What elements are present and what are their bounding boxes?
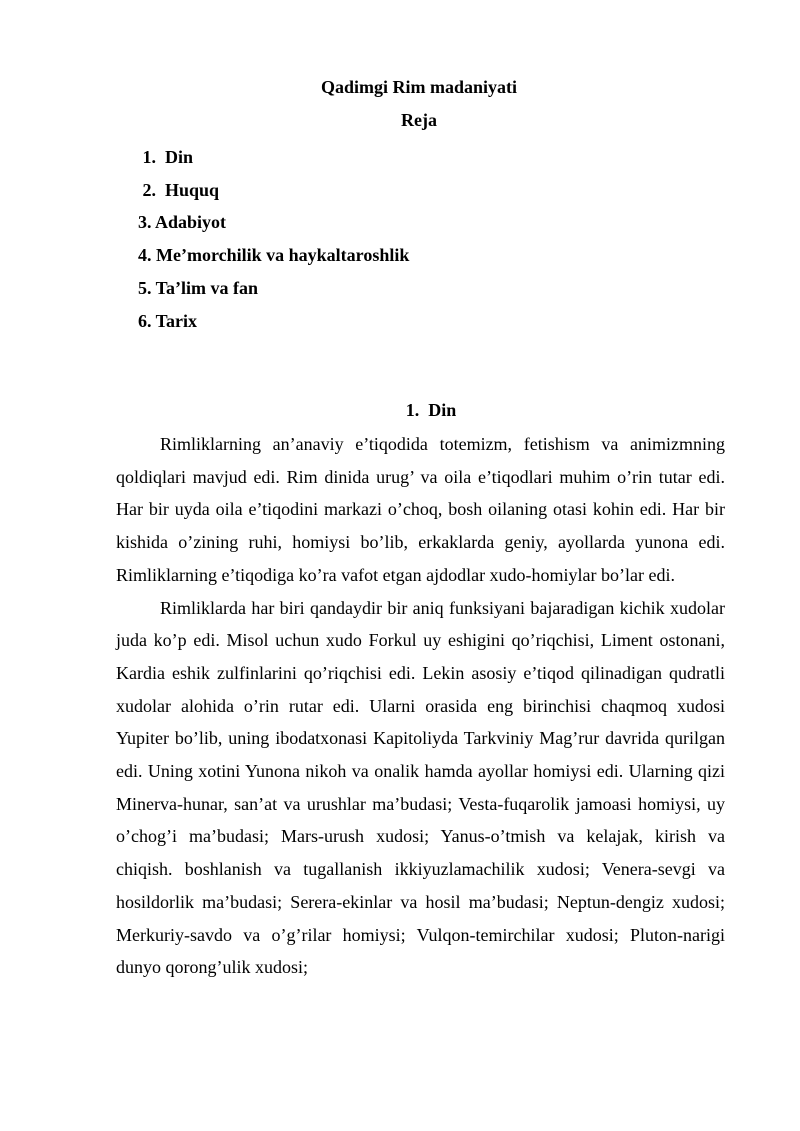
plan-item: 6. Tarix — [138, 310, 198, 331]
section-body — [116, 428, 725, 984]
plan-item: 3. Adabiyot — [138, 212, 227, 233]
plan-item: 2. Huquq — [138, 179, 220, 200]
plan-item: 4. Me’morchilik va haykaltaroshlik — [138, 245, 410, 266]
plan-item: 5. Ta’lim va fan — [138, 277, 259, 298]
paragraph: Rimliklarda har biri qandaydir bir aniq funksiyani bajaradigan kichik xudolar juda ko’p edi. Misol uchun xudo Forkul uy eshigini qo’riqchisi, Liment ostonani, Kardia eshik zulfinlarini qo’riqchisi edi. Lekin asosiy e’tiqod qilinadigan qudratli xudolar alohida o’rin rutar edi. Ularni orasida eng birinchisi chaqmoq xudosi Yupiter bo’lib, uning ibodatxonasi Kapitoliyda Tarkviniy Mag’rur davrida qurilgan edi. Uning xotini Yunona nikoh va onalik hamda ayollar homiysi edi. Ularning qizi Minerva-hunar, san’at va urushlar ma’budasi; Vesta-fuqarolik jamoasi homiysi, uy o’chog’i ma’budasi; Mars-urush xudosi; Yanus-o’tmish va kelajak, kirish va chiqish. boshlanish va tugallanish ikkiyuzlamachilik xudosi; Venera-sevgi va hosildorlik ma’budasi; Serera-ekinlar va hosil ma’budasi; Neptun-dengiz xudosi; Merkuriy-savdo va o’g’rilar homiysi; Vulqon-temirchilar xudosi; Pluton-narigi dunyo qorong’ulik xudosi; — [116, 597, 725, 978]
document-title: Qadimgi Rim madaniyati — [320, 77, 517, 97]
plan-item: 1. Din — [138, 147, 194, 167]
paragraph: Rimliklarning an’anaviy e’tiqodida totemizm, fetishism va animizmning qoldiqlari mavjud edi. Rim dinida urug’ va oila e’tiqodlari muhim o’rin tutar edi. Har bir uyda oila e’tiqodini markazi o’choq, bosh oilaning otasi kohin edi. Har bir kishida o’zining ruhi, homiysi bo’lib, erkaklarda geniy, ayollarda yunona edi. Rimliklarning e’tiqodiga ko’ra vafot etgan ajdodlar xudo-homiylar bo’lar edi. — [116, 434, 725, 585]
plan-list — [138, 141, 409, 337]
plan-heading: Reja — [401, 110, 437, 130]
section-heading: 1. Din — [405, 400, 457, 420]
